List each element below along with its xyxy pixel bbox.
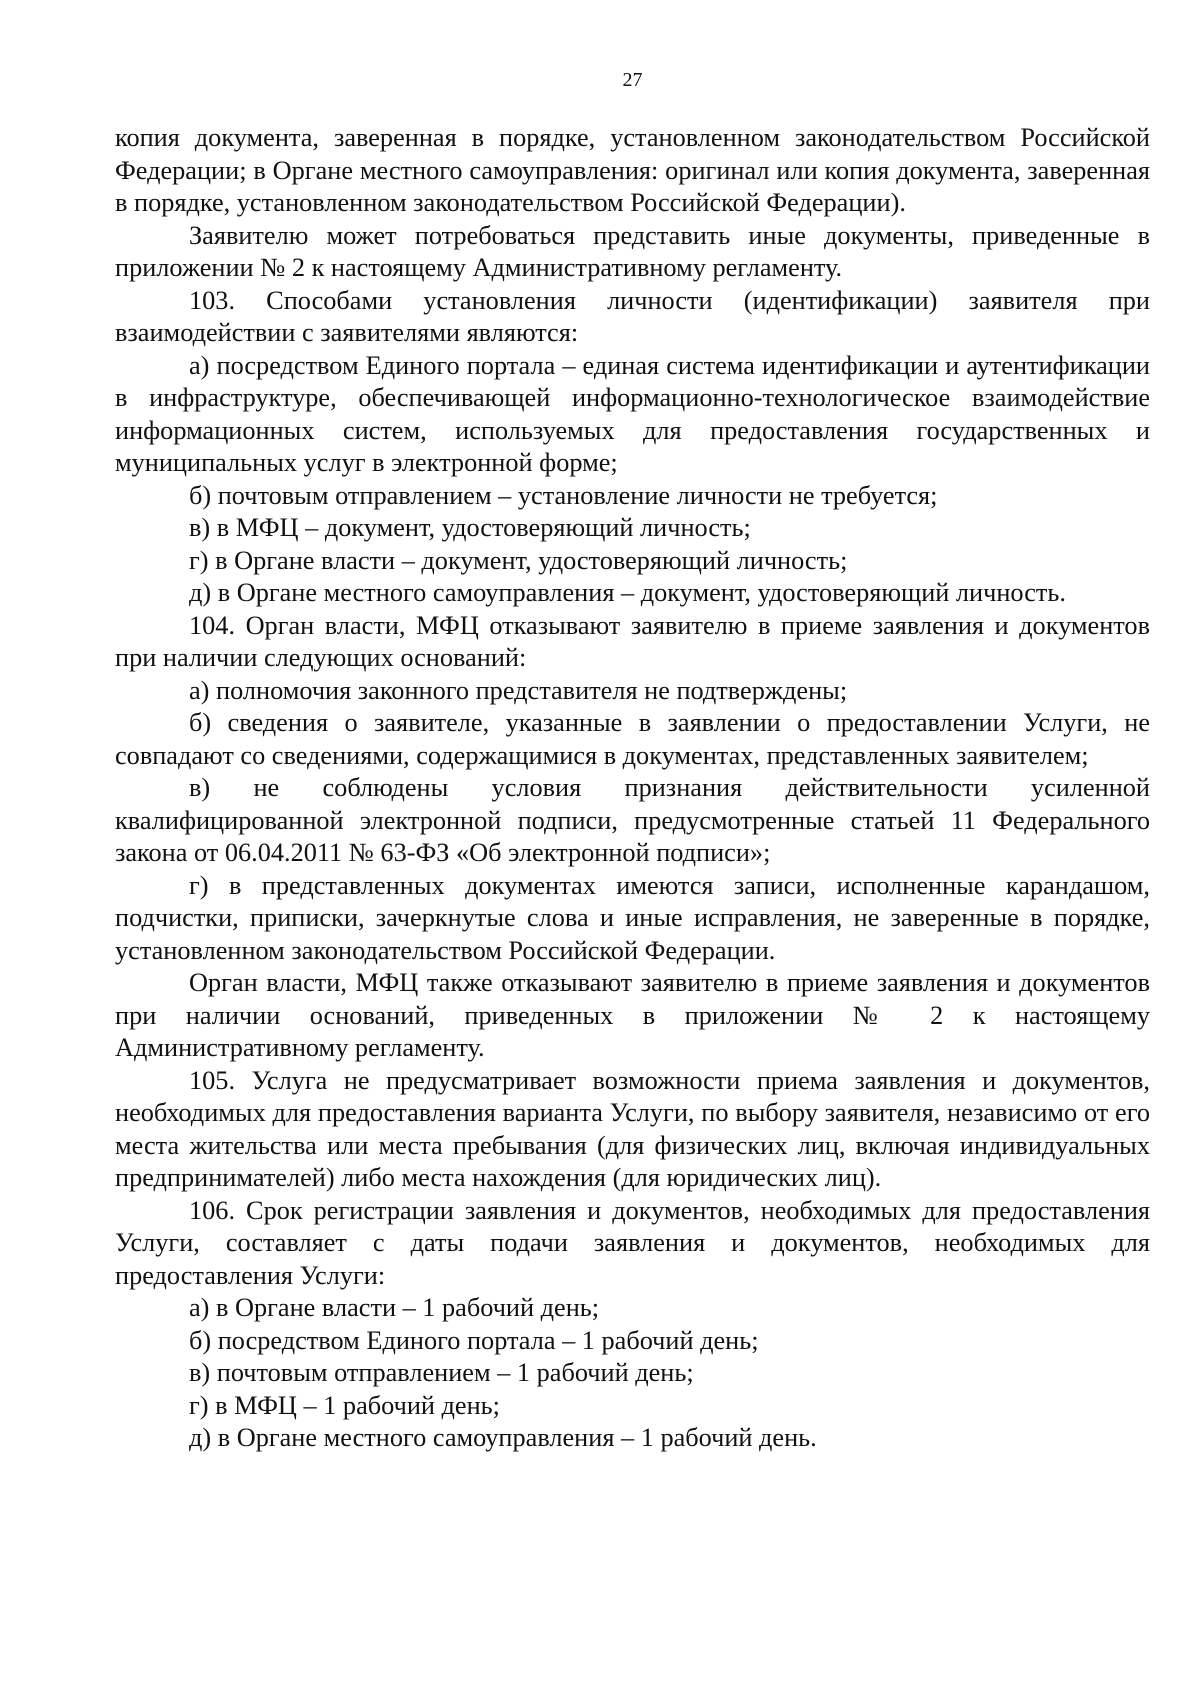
paragraph-103: 103. Способами установления личности (идентификации) заявителя при взаимодействии с заявителями являются: [115, 285, 1150, 347]
list-item-106-d: д) в Органе местного самоуправления – 1 рабочий день. [189, 1423, 817, 1452]
list-item-106-a: а) в Органе власти – 1 рабочий день; [189, 1293, 600, 1322]
list-item-104-v: в) не соблюдены условия признания действительности усиленной квалифицированной электронной подписи, предусмотренные статьей 11 Федерального закона от 06.04.2011 № 63-ФЗ «Об электронной подписи»; [115, 773, 1150, 867]
list-item-103-b: б) почтовым отправлением – установление личности не требуется; [189, 480, 938, 510]
list-item-103-d: д) в Органе местного самоуправления – документ, удостоверяющий личность. [189, 578, 1066, 607]
page-number: 27 [622, 69, 643, 91]
list-item-104-b: б) сведения о заявителе, указанные в заявлении о предоставлении Услуги, не совпадают со сведениями, содержащимися в документах, представленных заявителем; [115, 708, 1150, 770]
document-page [115, 68, 1150, 1455]
list-item-106-b: б) посредством Единого портала – 1 рабочий день; [189, 1325, 759, 1355]
paragraph-104: 104. Орган власти, МФЦ отказывают заявителю в приеме заявления и документов при наличии следующих оснований: [115, 610, 1150, 672]
list-item-104-g: г) в представленных документах имеются записи, исполненные карандашом, подчистки, приписки, зачеркнутые слова и иные исправления, не заверенные в порядке, установленном законодательством Российской Федерации. [115, 870, 1150, 965]
paragraph-105: 105. Услуга не предусматривает возможности приема заявления и документов, необходимых для предоставления варианта Услуги, по выбору заявителя, независимо от его места жительства или места пребывания (для физических лиц, включая индивидуальных предпринимателей) либо места нахождения (для юридических лиц). [115, 1065, 1150, 1192]
list-item-104-a: а) полномочия законного представителя не подтверждены; [189, 675, 848, 705]
list-item-106-v: в) почтовым отправлением – 1 рабочий день; [189, 1358, 694, 1387]
paragraph-106: 106. Срок регистрации заявления и документов, необходимых для предоставления Услуги, составляет с даты подачи заявления и документов, необходимых для предоставления Услуги: [115, 1195, 1150, 1290]
list-item-103-v: в) в МФЦ – документ, удостоверяющий личность; [189, 513, 751, 542]
paragraph-additional-documents: Заявителю может потребоваться представить иные документы, приведенные в приложении № 2 к настоящему Административному регламенту. [115, 220, 1150, 282]
list-item-103-g: г) в Органе власти – документ, удостоверяющий личность; [189, 545, 848, 575]
paragraph-continuation: копия документа, заверенная в порядке, установленном законодательством Российской Федерации; в Органе местного самоуправления: оригинал или копия документа, заверенная в порядке, установленном законодательством Российской Федерации). [115, 123, 1150, 217]
list-item-106-g: г) в МФЦ – 1 рабочий день; [189, 1390, 500, 1420]
paragraph-additional-refusal: Орган власти, МФЦ также отказывают заявителю в приеме заявления и документов при наличии оснований, приведенных в приложении № 2 к настоящему Административному регламенту. [115, 968, 1150, 1062]
list-item-103-a: а) посредством Единого портала – единая система идентификации и аутентификации в инфраструктуре, обеспечивающей информационно-технологическое взаимодействие информационных систем, используемых для предоставления государственных и муниципальных услуг в электронной форме; [115, 350, 1150, 477]
